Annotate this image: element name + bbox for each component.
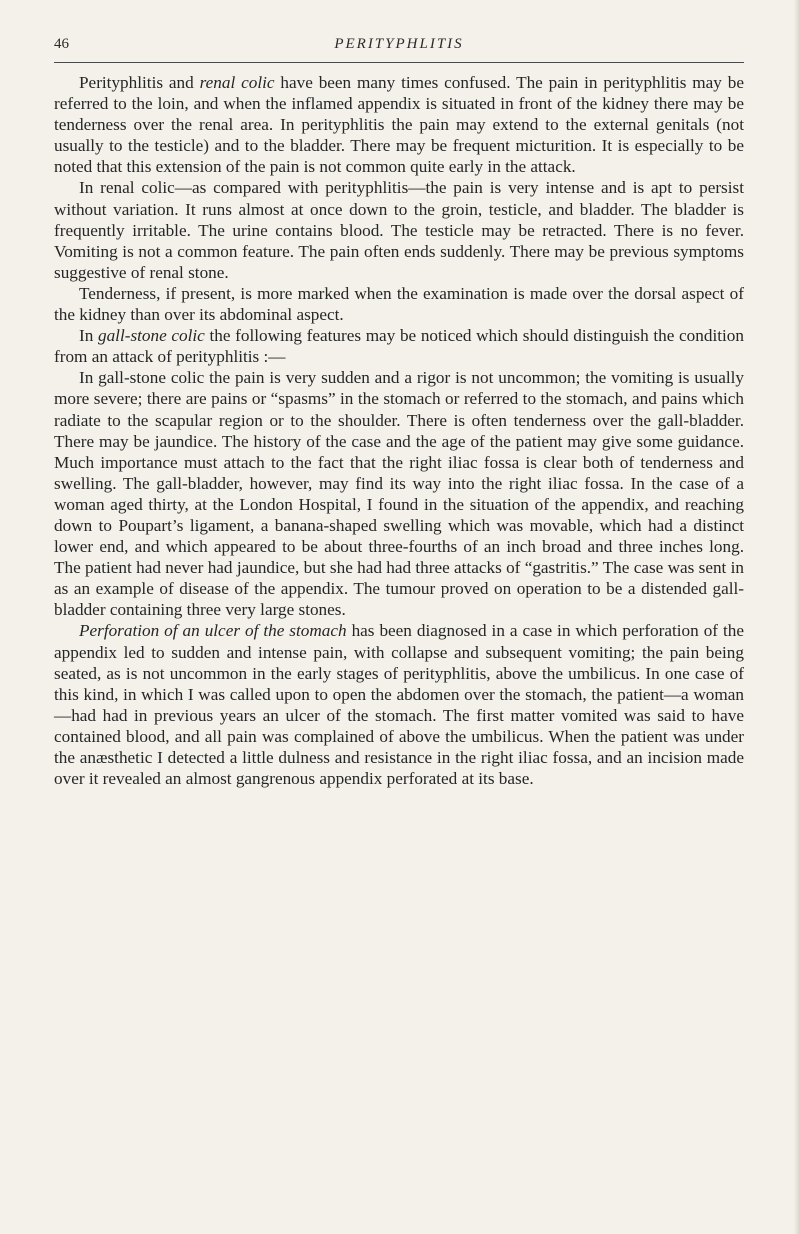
text-segment: have been many times confused. The pain in perityphlitis may be referred to the loin, and when the inflamed appendix is situated in front of the kidney there may be tenderness over the renal area. In perityphlitis the pain may extend to the external genitals (not usually to the testicle) and to the bladder. There may be frequent micturition. It is especially to be noted that this extension of the pain is not common quite early in the attack.: [54, 73, 744, 177]
text-segment: In: [79, 326, 98, 346]
page-header: [54, 36, 744, 64]
italic-text-segment: Perforation of an ulcer of the stomach: [79, 621, 347, 641]
text-segment: the following features may be noticed which should distinguish the condition from an attack of perityphlitis :—: [54, 326, 744, 367]
running-head: PERITYPHLITIS: [334, 36, 464, 52]
paragraph: [54, 367, 744, 620]
text-segment: In renal colic—as compared with perityphlitis—the pain is very intense and is apt to persist without variation. It runs almost at once down to the groin, testicle, and bladder. The bladder is frequently irritable. The urine contains blood. The testicle may be retracted. There is no fever. Vomiting is not a common feature. The pain often ends suddenly. There may be previous symptoms suggestive of renal stone.: [54, 178, 744, 282]
paragraph: [54, 72, 744, 177]
page-number: 46: [54, 36, 69, 52]
body-text: [54, 72, 744, 789]
paragraph: [54, 620, 744, 789]
page-edge-shadow: [794, 0, 800, 1234]
italic-text-segment: renal colic: [199, 73, 275, 92]
italic-text-segment: gall-stone colic: [97, 326, 205, 346]
text-segment: Perityphlitis and: [79, 73, 200, 92]
text-segment: has been diagnosed in a case in which perforation of the appendix led to sudden and intense pain, with collapse and subsequent vomiting; the pain being seated, as is not uncommon in the early stages of perityphlitis, above the umbilicus. In one case of this kind, in which I was called upon to open the abdomen over the stomach, the patient—a woman—had had in previous years an ulcer of the stomach. The first matter vomited was said to have contained blood, and all pain was complained of above the umbilicus. When the patient was under the anæsthetic I detected a little dulness and resistance in the right iliac fossa, and an incision made over it revealed an almost gangrenous appendix perforated at its base.: [54, 621, 744, 789]
paragraph: [54, 177, 744, 282]
text-segment: Tenderness, if present, is more marked when the examination is made over the dorsal aspect of the kidney than over its abdominal aspect.: [54, 283, 744, 325]
text-segment: In gall-stone colic the pain is very sudden and a rigor is not uncommon; the vomiting is usually more severe; there are pains or “spasms” in the stomach or referred to the stomach, and pains which radiate to the scapular region or to the shoulder. There is often tenderness over the gall-bladder. There may be jaundice. The history of the case and the age of the patient may give some guidance. Much importance must attach to the fact that the right iliac fossa is clear both of tenderness and swelling. The gall-bladder, however, may find its way into the right iliac fossa. In the case of a woman aged thirty, at the London Hospital, I found in the situation of the appendix, and reaching down to Poupart’s ligament, a banana-shaped swelling which was movable, which had a distinct lower end, and which appeared to be about three-fourths of an inch broad and three inches long. The patient had never had jaundice, but she had had three attacks of “gastritis.” The case was sent in as an example of disease of the appendix. The tumour proved on operation to be a distended gall-bladder containing three very large stones.: [54, 368, 744, 620]
header-rule: [54, 62, 744, 63]
paragraph: [54, 283, 744, 325]
paragraph: [54, 325, 744, 367]
